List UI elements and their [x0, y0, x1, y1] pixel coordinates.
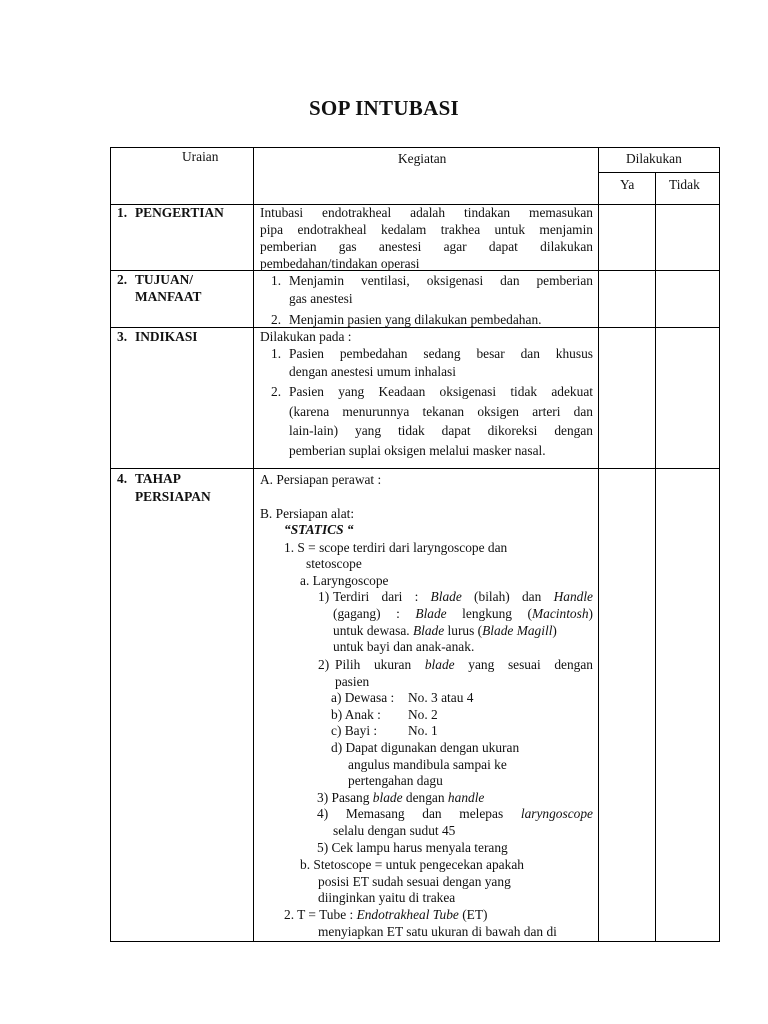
section-num: 3.	[117, 329, 128, 344]
pengertian-line: pipa endotrakheal kedalam trakhea untuk menjamin	[260, 222, 593, 237]
header-ya: Ya	[620, 177, 635, 192]
size-key: b) Anak :	[331, 707, 381, 722]
section-label: TAHAP	[135, 471, 181, 486]
blade-line: untuk bayi dan anak-anak.	[333, 639, 475, 654]
stetoscope-item: posisi ET sudah sesuai dengan yang	[318, 874, 511, 889]
section-label: PENGERTIAN	[135, 205, 224, 220]
blade-line: Terdiri dari : Blade (bilah) dan Handle	[333, 589, 593, 604]
section-num: 4.	[117, 471, 128, 486]
size-value: No. 1	[408, 723, 438, 738]
list-number: 2.	[271, 384, 282, 399]
tube-item: menyiapkan ET satu ukuran di bawah dan di	[318, 924, 557, 939]
pengertian-line: pembedahan/tindakan operasi	[260, 256, 420, 271]
stetoscope-item: diinginkan yaitu di trakea	[318, 890, 456, 905]
blade-step: 4) Memasang dan melepas laryngoscope	[317, 806, 593, 821]
list-item: Pasien pembedahan sedang besar dan khusus	[289, 346, 593, 361]
header-kegiatan: Kegiatan	[398, 151, 447, 166]
list-number: 2.	[271, 312, 282, 327]
list-item: Pasien yang Keadaan oksigenasi tidak adekuat	[289, 384, 593, 399]
blade-step: 5) Cek lampu harus menyala terang	[317, 840, 508, 855]
page-title: SOP INTUBASI	[308, 96, 460, 120]
list-item: (karena menurunnya tekanan oksigen arteri dan	[289, 404, 593, 419]
list-item: lain-lain) yang tidak dapat dikoreksi dengan	[289, 423, 593, 438]
size-note: d) Dapat digunakan dengan ukuran	[331, 740, 520, 755]
list-item: Menjamin ventilasi, oksigenasi dan pemberian	[289, 273, 593, 288]
statics-heading: “STATICS “	[284, 522, 354, 537]
pengertian-line: pemberian gas anestesi agar dapat dilakukan	[260, 239, 593, 254]
size-value: No. 3 atau 4	[408, 690, 474, 705]
blade-step: 3) Pasang blade dengan handle	[317, 790, 485, 805]
section-label: MANFAAT	[135, 289, 202, 304]
persiapan-perawat: A. Persiapan perawat :	[260, 472, 382, 487]
blade-line: Pilih ukuran blade yang sesuai dengan	[335, 657, 593, 672]
list-item: Menjamin pasien yang dilakukan pembedahan.	[289, 312, 542, 327]
laryngoscope-item: a. Laryngoscope	[300, 573, 389, 588]
section-label: PERSIAPAN	[135, 489, 211, 504]
blade-step: selalu dengan sudut 45	[333, 823, 456, 838]
blade-line: (gagang) : Blade lengkung (Macintosh)	[333, 606, 593, 621]
size-key: a) Dewasa :	[331, 690, 395, 705]
blade-item-number: 2)	[318, 657, 330, 672]
section-label: INDIKASI	[135, 329, 198, 344]
list-item: gas anestesi	[289, 291, 353, 306]
list-item: dengan anestesi umum inhalasi	[289, 364, 456, 379]
section-num: 2.	[117, 272, 128, 287]
section-label: TUJUAN/	[135, 272, 194, 287]
scope-item: stetoscope	[306, 556, 362, 571]
scope-item: 1. S = scope terdiri dari laryngoscope dan	[284, 540, 508, 555]
size-value: No. 2	[408, 707, 438, 722]
blade-line: untuk dewasa. Blade lurus (Blade Magill)	[333, 623, 557, 638]
header-dilakukan: Dilakukan	[626, 151, 682, 166]
indikasi-intro: Dilakukan pada :	[260, 329, 352, 344]
blade-item-number: 1)	[318, 589, 330, 604]
size-key: c) Bayi :	[331, 723, 378, 738]
header-tidak: Tidak	[669, 177, 700, 192]
section-num: 1.	[117, 205, 128, 220]
header-uraian: Uraian	[182, 149, 219, 164]
size-note: pertengahan dagu	[348, 773, 443, 788]
list-number: 1.	[271, 273, 282, 288]
list-item: pemberian suplai oksigen melalui masker nasal.	[289, 443, 546, 458]
stetoscope-item: b. Stetoscope = untuk pengecekan apakah	[300, 857, 524, 872]
list-number: 1.	[271, 346, 282, 361]
pengertian-line: Intubasi endotrakheal adalah tindakan memasukan	[260, 205, 593, 220]
size-note: angulus mandibula sampai ke	[348, 757, 507, 772]
blade-line: pasien	[335, 674, 370, 689]
persiapan-alat: B. Persiapan alat:	[260, 506, 355, 521]
tube-item: 2. T = Tube : Endotrakheal Tube (ET)	[284, 907, 488, 922]
